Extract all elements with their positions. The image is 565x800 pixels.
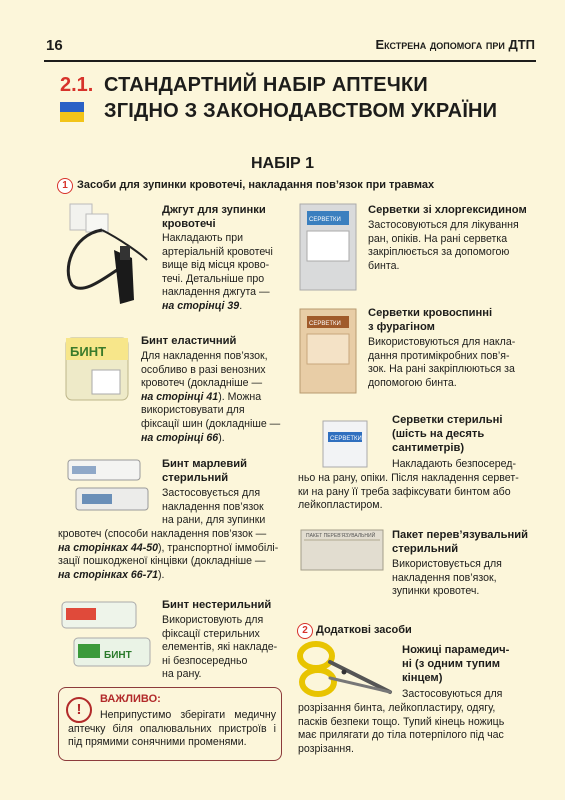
- tourniquet-desc: Накладають при артеріальній кровотечі вище від місця крово- течі. Детальніше про накладення джгута — на сторінці 39.: [162, 232, 273, 312]
- set-title: НАБІР 1: [250, 155, 315, 172]
- chlorhexidine-title: Серветки зі хлоргексидином: [368, 204, 527, 216]
- tourniquet-title: Джгут для зупинки кровотечі: [162, 204, 266, 230]
- scissors-image: [296, 640, 394, 702]
- nonsterile-desc: Використовують для фіксації стерильних елементів, які накладе- ні безпосередньо на рану.: [162, 614, 278, 681]
- furagin-wipes-image: [299, 308, 357, 394]
- section-title-line1: СТАНДАРТНИЙ НАБІР АПТЕЧКИ: [104, 74, 428, 96]
- nonsterile-title: Бинт нестерильний: [162, 599, 272, 611]
- gauze-bandage-image: [62, 458, 152, 514]
- furagin-title: Серветки кровоспинні з фурагіном: [368, 307, 493, 333]
- elastic-bandage-image: [62, 332, 132, 404]
- exclamation-icon: !: [66, 697, 92, 723]
- scissors-desc-line1: Застосовуються для: [402, 688, 503, 700]
- dressing-pack-image: [300, 528, 384, 572]
- group-number-badge: 2: [297, 623, 313, 639]
- warning-text: Неприпустимо зберігати медичну аптечку біля опалювальних пристроїв і під прямими сонячними променями.: [68, 709, 276, 749]
- wipes-pack-label: СЕРВЕТКИ: [330, 436, 362, 442]
- furagin-desc: Використовуються для накла- дання протимікробних пов’я- зок. На рані закріплюються за допомогою бинта.: [368, 336, 516, 389]
- dressing-pack-label: ПАКЕТ ПЕРЕВ'ЯЗУВАЛЬНИЙ: [306, 533, 376, 539]
- scissors-title: Ножиці парамедич- ні (з одним тупим кінцем): [402, 644, 510, 684]
- gauze-title: Бинт марлевий стерильний: [162, 458, 247, 484]
- sterile-desc-line1: Накладають безпосеред-: [392, 458, 517, 470]
- bandage-pack-label: БИНТ: [70, 344, 107, 359]
- chlorhexidine-desc: Застосовуються для лікування ран, опіків. На рані серветка закріплюється за допомогою бинта.: [368, 219, 519, 272]
- section-number: 2.1.: [60, 74, 94, 96]
- tourniquet-image: [62, 200, 152, 310]
- page-number: 16: [46, 37, 63, 54]
- dressing-title: Пакет перев’язувальний стерильний: [392, 529, 529, 555]
- wipes-pack-label: СЕРВЕТКИ: [309, 321, 341, 327]
- gauze-desc: Застосовується для накладення пов’язок на рани, для зупинки: [162, 487, 266, 527]
- group-label: Додаткові засоби: [316, 624, 412, 636]
- page-ref: на сторінці 39: [162, 299, 240, 312]
- elastic-title: Бинт еластичний: [141, 335, 237, 347]
- sterile-desc: ньо на рану, опіки. Після накладення сервет- ки на рану її треба зафіксувати бинтом або лейкопластиром.: [298, 472, 519, 512]
- ukraine-flag-icon: [60, 102, 84, 122]
- scissors-desc: розрізання бинта, лейкопластиру, одягу, пасків безпеки тощо. Тупий кінець ножиць має прилягати до тіла потерпілого під час розрізання.: [298, 702, 505, 755]
- wipes-pack-label: СЕРВЕТКИ: [309, 217, 341, 223]
- sterile-title: Серветки стерильні (шість на десять сантиметрів): [392, 414, 503, 454]
- nonsterile-bandage-image: [58, 598, 154, 670]
- header-rule: [44, 60, 536, 62]
- group-label: Засоби для зупинки кровотечі, накладання пов’язок при травмах: [77, 179, 435, 191]
- warning-title: ВАЖЛИВО:: [100, 693, 161, 705]
- gauze-desc-full: кровотеч (способи накладення пов’язок — на сторінках 44-50), транспортної іммобілі- зації пошкодженої кінцівки (докладніше — на сторінках 66-71).: [58, 528, 279, 581]
- group-number-badge: 1: [57, 178, 73, 194]
- section-title-line2: ЗГІДНО З ЗАКОНОДАВСТВОМ УКРАЇНИ: [104, 100, 498, 122]
- sterile-wipes-image: [322, 420, 368, 468]
- dressing-desc: Використовується для накладення пов’язок, зупинки кровотеч.: [392, 558, 502, 598]
- bandage-pack-label: БИНТ: [104, 650, 132, 661]
- elastic-desc: Для накладення пов’язок, особливо в разі венозних кровотеч (докладніше — на сторінці 41). Можна використовувати для фіксації шин (докладніше — на сторінці 66).: [141, 350, 281, 444]
- chlorhexidine-wipes-image: [299, 203, 357, 291]
- running-title: Екстрена допомога при ДТП: [375, 37, 535, 52]
